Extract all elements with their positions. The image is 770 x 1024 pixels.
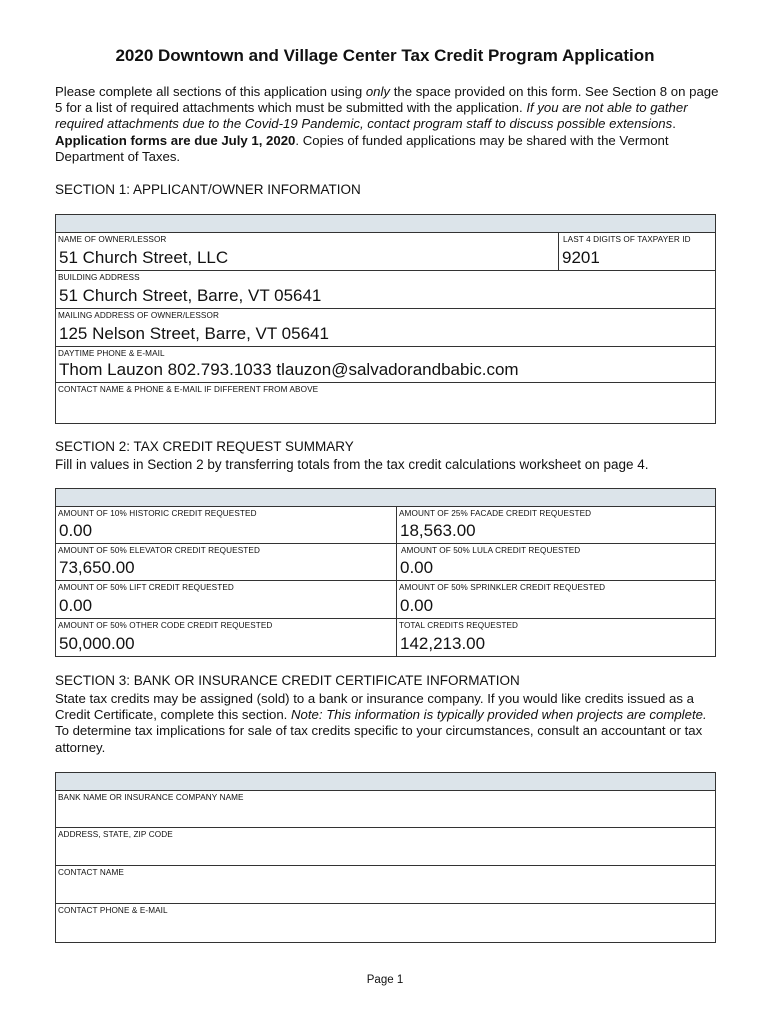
credit-row-4 xyxy=(56,619,715,656)
credit-row-2 xyxy=(56,544,715,581)
section1-heading: SECTION 1: APPLICANT/OWNER INFORMATION xyxy=(55,182,361,197)
section3-text-3: To determine tax implications for sale of tax credits specific to your circumstances, consult an accountant or tax attorney. xyxy=(55,723,703,755)
lula-credit-label: AMOUNT OF 50% LULA CREDIT REQUESTED xyxy=(401,546,581,555)
section2-table xyxy=(55,488,716,657)
section3-heading: SECTION 3: BANK OR INSURANCE CREDIT CERTIFICATE INFORMATION xyxy=(55,673,520,688)
owner-row xyxy=(56,233,715,271)
intro-due-date: Application forms are due July 1, 2020 xyxy=(55,132,296,148)
section3-table xyxy=(55,772,716,943)
total-credit-label: TOTAL CREDITS REQUESTED xyxy=(399,621,519,630)
lift-credit-value: 0.00 xyxy=(59,596,93,615)
section3-text-1: State tax credits may be assigned (sold) to a bank or insurance company. If you would like credits issued as a Credit Certificate, complete this section. xyxy=(55,691,694,723)
daytime-phone-field[interactable] xyxy=(56,347,715,383)
building-address-label: BUILDING ADDRESS xyxy=(58,273,140,282)
facade-credit-label: AMOUNT OF 25% FACADE CREDIT REQUESTED xyxy=(399,509,592,518)
daytime-phone-label: DAYTIME PHONE & E-MAIL xyxy=(58,349,165,358)
sprinkler-credit-field[interactable] xyxy=(396,581,715,618)
section3-note: Note: This information is typically provided when projects are complete. xyxy=(291,707,707,723)
building-address-field[interactable] xyxy=(56,271,715,309)
intro-text-6: . Copies of funded applications may be shared with the Vermont Department of Taxes. xyxy=(55,132,669,164)
bank-contact-phone-label: CONTACT PHONE & E-MAIL xyxy=(58,906,168,915)
bank-contact-name-label: CONTACT NAME xyxy=(58,868,124,877)
mailing-address-value: 125 Nelson Street, Barre, VT 05641 xyxy=(59,324,329,343)
bank-contact-phone-field[interactable] xyxy=(56,904,715,942)
intro-text-1: Please complete all sections of this application using xyxy=(55,84,366,99)
bank-address-field[interactable] xyxy=(56,828,715,866)
contact-field[interactable] xyxy=(56,383,715,423)
other-credit-field[interactable] xyxy=(56,619,396,656)
document-title: 2020 Downtown and Village Center Tax Credit Program Application xyxy=(115,46,655,65)
taxpayer-id-label: LAST 4 DIGITS OF TAXPAYER ID xyxy=(563,235,691,244)
lift-credit-label: AMOUNT OF 50% LIFT CREDIT REQUESTED xyxy=(58,583,234,592)
total-credit-value: 142,213.00 xyxy=(400,634,486,653)
intro-covid-note: If you are not able to gather required attachments due to the Covid-19 Pandemic, contact program staff to discuss possible extensions xyxy=(55,100,688,132)
mailing-address-label: MAILING ADDRESS OF OWNER/LESSOR xyxy=(58,311,219,320)
elevator-credit-value: 73,650.00 xyxy=(59,558,135,577)
section1-table-header xyxy=(56,215,715,233)
historic-credit-field[interactable] xyxy=(56,507,396,543)
facade-credit-value: 18,563.00 xyxy=(400,521,476,540)
credit-row-1 xyxy=(56,507,715,544)
lula-credit-value: 0.00 xyxy=(400,558,434,577)
intro-paragraph xyxy=(55,84,720,165)
mailing-address-field[interactable] xyxy=(56,309,715,347)
bank-address-label: ADDRESS, STATE, ZIP CODE xyxy=(58,830,173,839)
intro-only: only xyxy=(365,84,391,99)
page-number: Page 1 xyxy=(366,974,404,986)
section2-heading: SECTION 2: TAX CREDIT REQUEST SUMMARY xyxy=(55,439,354,454)
historic-credit-value: 0.00 xyxy=(59,521,93,540)
total-credit-field[interactable] xyxy=(396,619,715,656)
owner-name-field[interactable] xyxy=(56,233,558,270)
section2-subheading: Fill in values in Section 2 by transferring totals from the tax credit calculations worksheet on page 4. xyxy=(55,457,649,472)
lift-credit-field[interactable] xyxy=(56,581,396,618)
historic-credit-label: AMOUNT OF 10% HISTORIC CREDIT REQUESTED xyxy=(58,509,257,518)
intro-text-2: the space provided on this form. See Section 8 on page 5 for a list of required attachments which must be submitted with the application. xyxy=(55,84,719,116)
taxpayer-id-field[interactable] xyxy=(558,233,715,270)
elevator-credit-label: AMOUNT OF 50% ELEVATOR CREDIT REQUESTED xyxy=(58,546,260,555)
sprinkler-credit-value: 0.00 xyxy=(400,596,434,615)
intro-text-4: . xyxy=(672,116,676,132)
other-credit-value: 50,000.00 xyxy=(59,634,135,653)
sprinkler-credit-label: AMOUNT OF 50% SPRINKLER CREDIT REQUESTED xyxy=(399,583,606,592)
section3-paragraph xyxy=(55,691,720,756)
elevator-credit-field[interactable] xyxy=(56,544,396,580)
section2-table-header xyxy=(56,489,715,507)
owner-name-label: NAME OF OWNER/LESSOR xyxy=(58,235,167,244)
section3-table-header xyxy=(56,773,715,791)
bank-contact-name-field[interactable] xyxy=(56,866,715,904)
credit-row-3 xyxy=(56,581,715,619)
bank-name-field[interactable] xyxy=(56,791,715,828)
contact-label: CONTACT NAME & PHONE & E-MAIL IF DIFFERENT FROM ABOVE xyxy=(58,385,319,394)
lula-credit-field[interactable] xyxy=(396,544,715,580)
building-address-value: 51 Church Street, Barre, VT 05641 xyxy=(59,286,322,305)
daytime-phone-value: Thom Lauzon 802.793.1033 tlauzon@salvadorandbabic.com xyxy=(59,360,519,379)
facade-credit-field[interactable] xyxy=(396,507,715,543)
taxpayer-id-value: 9201 xyxy=(562,248,600,267)
section1-table xyxy=(55,214,716,424)
owner-name-value: 51 Church Street, LLC xyxy=(59,248,229,267)
other-credit-label: AMOUNT OF 50% OTHER CODE CREDIT REQUESTED xyxy=(58,621,273,630)
bank-name-label: BANK NAME OR INSURANCE COMPANY NAME xyxy=(58,793,244,802)
